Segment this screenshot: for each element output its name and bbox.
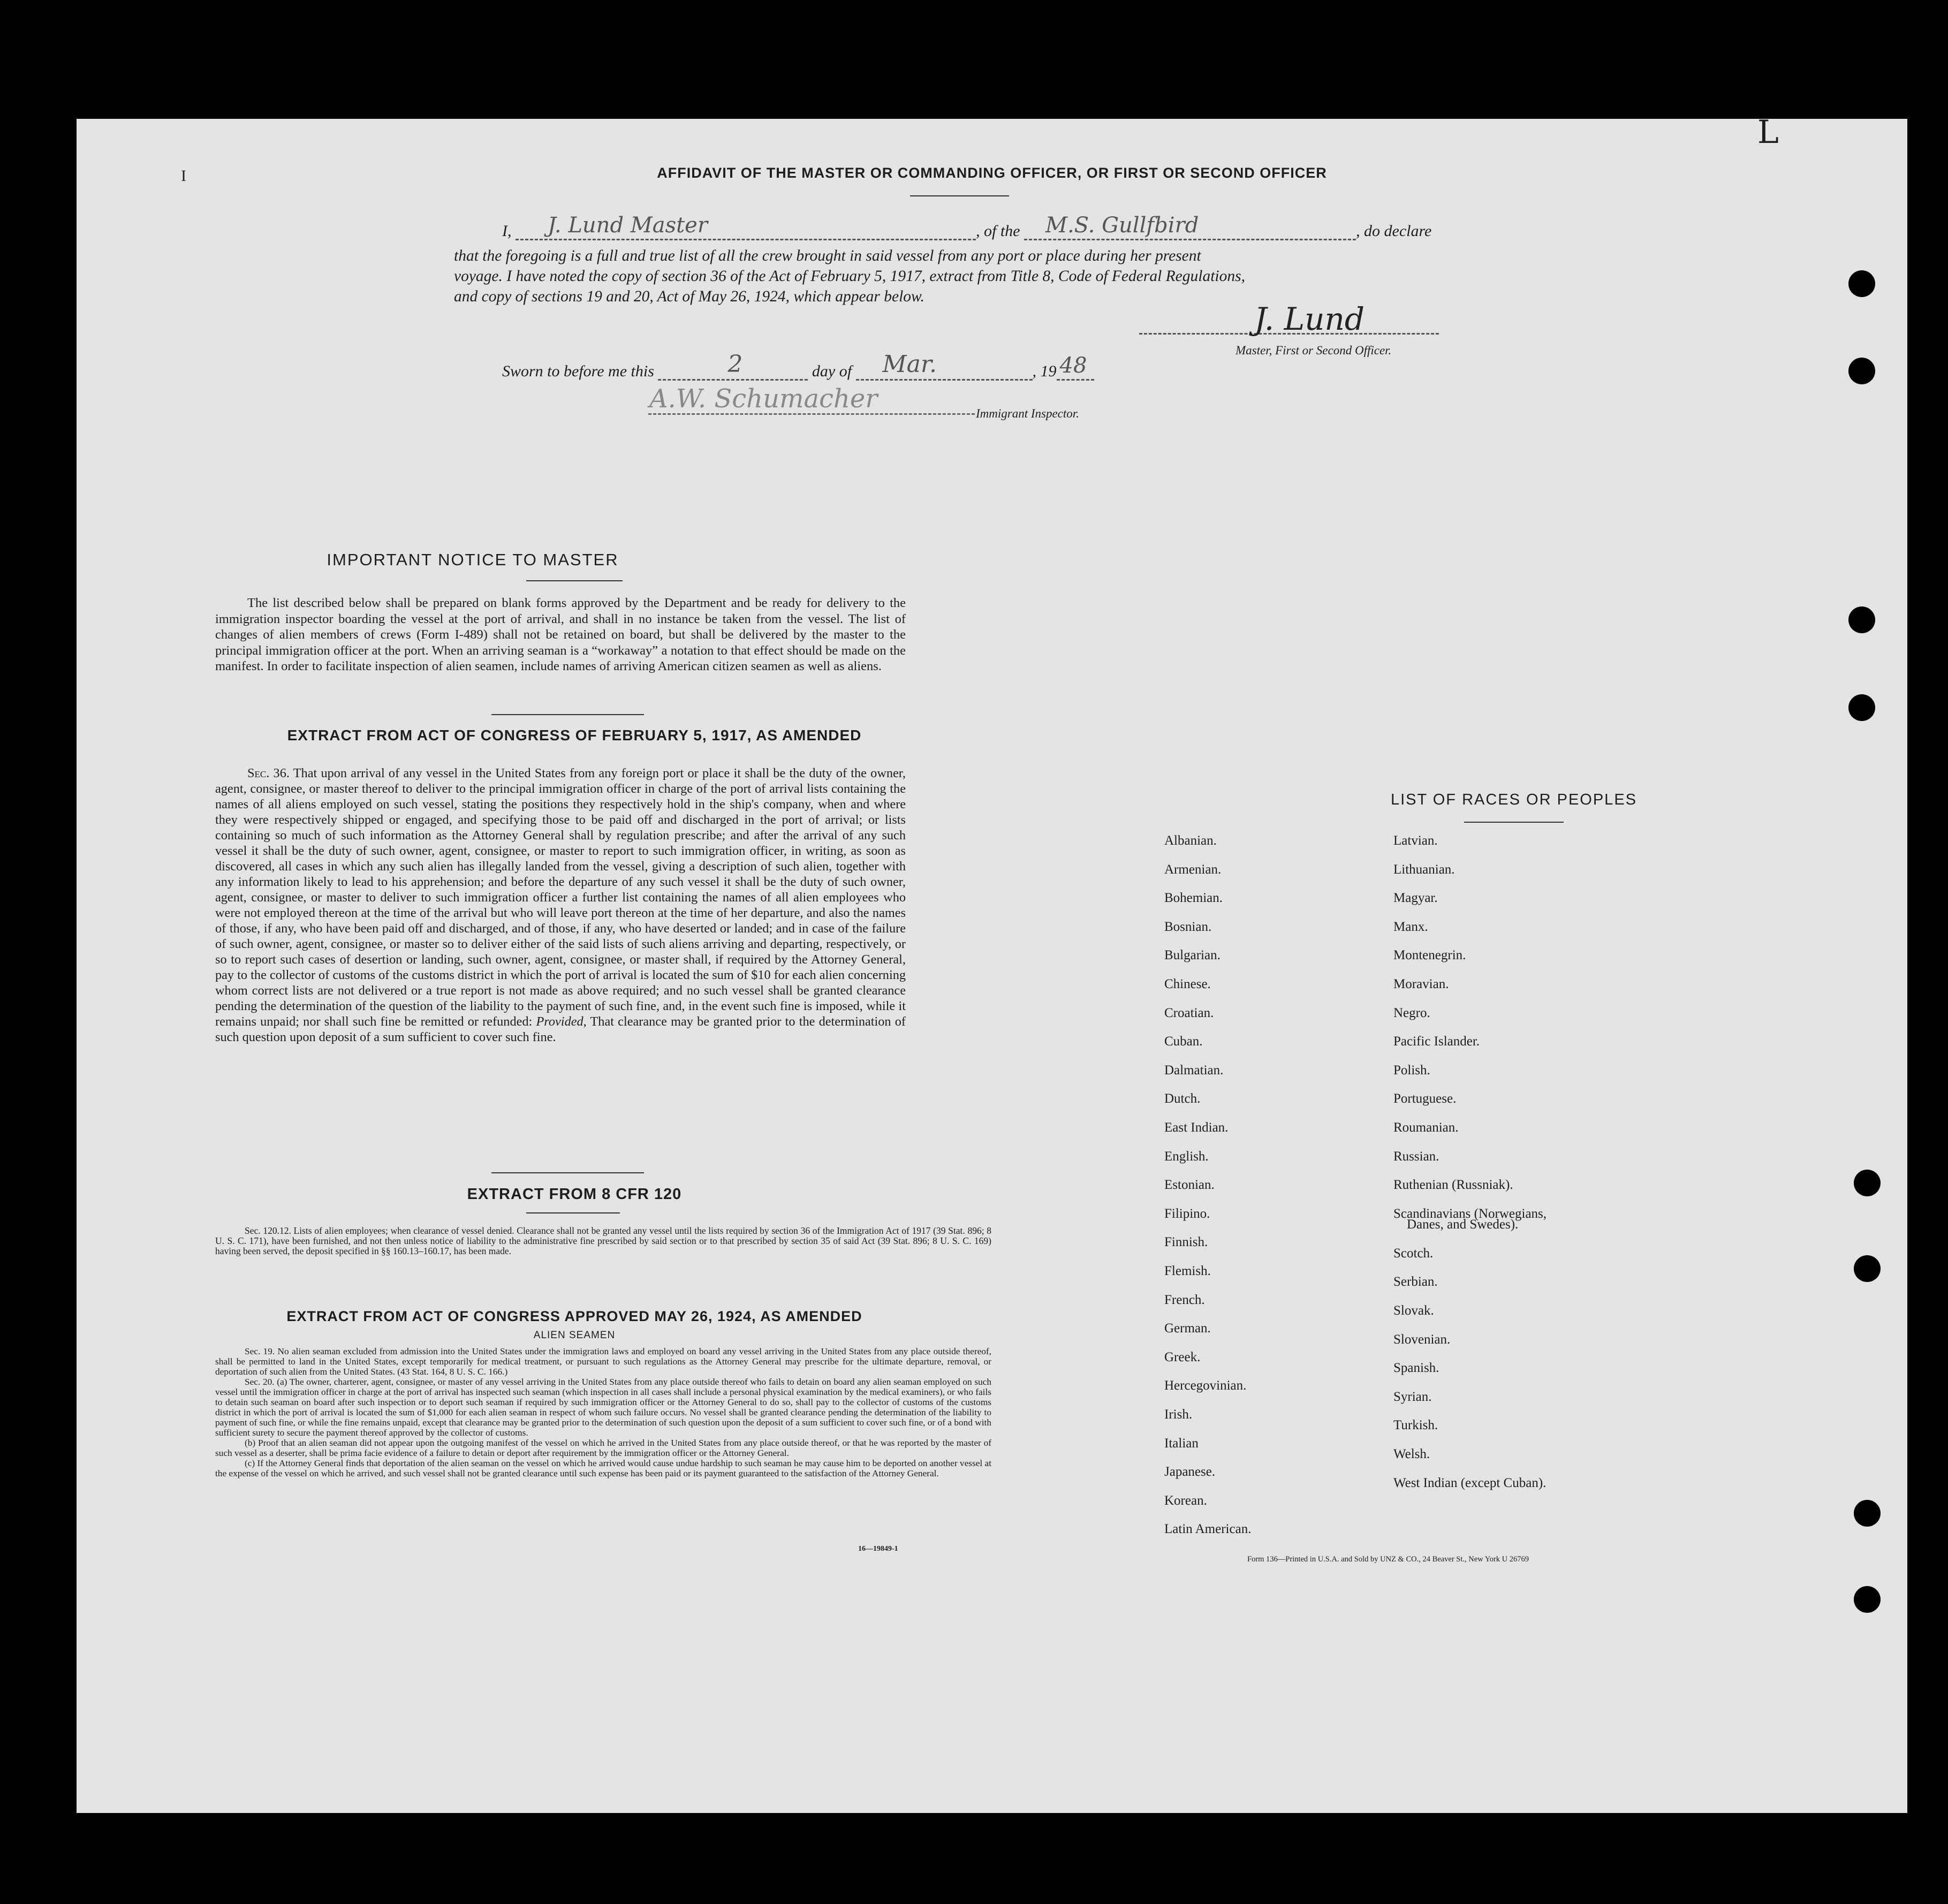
- corner-scrawl: L: [1757, 113, 1779, 151]
- sworn-text: Sworn to before me this: [502, 362, 654, 380]
- race-item: Latvian.: [1393, 833, 1438, 848]
- sec-36-label: Sec. 36.: [247, 766, 290, 780]
- sec-20a-text: Sec. 20. (a) The owner, charterer, agent, consignee, or master of any vessel arriving in the United States from any place outside thereof who fails to detain on board any alien seaman employed on such vessel until the immigration officer in charge at the port of arrival has inspected such seaman (which inspection in all cases shall include a personal physical examination by the medical examiners), or who fails to detain such seaman on board after such inspection or to deport such seaman if required by such immigration officer or the Attorney General to do so, shall pay to the collector of customs of the customs district in which the port of arrival is located the sum of $1,000 for each alien seaman in respect of whom such failure occurs. No vessel shall be granted clearance pending the determination of the liability to payment of such fine, or while the fine remains unpaid, except that clearance may be granted prior to the determination of such question upon the deposit of a sum sufficient to cover such fine, or of a bond with sufficient surety to secure the payment thereof approved by the collector of customs.: [215, 1377, 991, 1438]
- notice-end-divider: [491, 714, 644, 715]
- vessel-name-field: [1024, 213, 1356, 240]
- affidavit-line2: that the foregoing is a full and true list of all the crew brought in said vessel from any port or place during her present: [454, 247, 1201, 264]
- punch-hole: [1848, 270, 1875, 297]
- punch-hole: [1848, 694, 1875, 721]
- race-item: Manx.: [1393, 919, 1428, 934]
- race-item: Finnish.: [1164, 1235, 1208, 1250]
- extract-1924-subheading: ALIEN SEAMEN: [533, 1330, 616, 1341]
- extract-1917-body: [215, 765, 906, 1045]
- race-item: Bulgarian.: [1164, 948, 1221, 963]
- sworn-month-field: [856, 351, 1033, 381]
- race-item: Moravian.: [1393, 977, 1449, 991]
- race-item: Slovenian.: [1393, 1332, 1451, 1347]
- sec-36-end: That clearance may be granted prior to the determination of such question upon deposit of a sum sufficient to cover such fine.: [215, 1014, 906, 1044]
- races-heading: LIST OF RACES OR PEOPLES: [1390, 791, 1638, 808]
- master-name-handwriting: J. Lund Master: [548, 213, 708, 238]
- race-item: Scandinavians (Norwegians,: [1393, 1206, 1547, 1221]
- heading-divider: [910, 195, 1009, 196]
- officer-signature: J. Lund: [1254, 301, 1365, 337]
- race-item: Dutch.: [1164, 1091, 1201, 1106]
- affidavit-line4: and copy of sections 19 and 20, Act of May 26, 1924, which appear below.: [454, 288, 924, 305]
- punch-hole: [1854, 1255, 1881, 1282]
- year-handwriting: 48: [1059, 353, 1087, 378]
- punch-hole: [1854, 1170, 1881, 1196]
- race-item: French.: [1164, 1292, 1205, 1307]
- form-page: [77, 113, 1907, 1813]
- cfr-divider: [526, 1212, 620, 1213]
- race-item: German.: [1164, 1321, 1211, 1336]
- race-item: Bohemian.: [1164, 891, 1223, 906]
- form-footer: Form 136—Printed in U.S.A. and Sold by UNZ & CO., 24 Beaver St., New York U 26769: [1247, 1555, 1529, 1564]
- race-item: Polish.: [1393, 1063, 1430, 1078]
- notice-body: The list described below shall be prepared on blank forms approved by the Department and be ready for delivery to the immigration inspector boarding the vessel at the port of arrival, and shall in no instance be taken from the vessel. The list of changes of alien members of crews (Form I-489) shall not be retained on board, but shall be delivered by the master to the principal immigration officer at the port. When an arriving seaman is a “workaway” a notation to that effect should be made on the manifest. In order to facilitate inspection of alien seamen, include names of arriving American citizen seamen as well as aliens.: [215, 596, 906, 673]
- sec-36-text: That upon arrival of any vessel in the United States from any foreign port or place it shall be the duty of the owner, agent, consignee, or master thereof to deliver to the principal immigration officer in charge of the port of arrival lists containing the names of all aliens employed on such vessel, stating the positions they respectively hold in the ship's company, when and where they were respectively shipped or engaged, and specifying those to be paid off and discharged in the port of arrival; or lists containing so much of such information as the Attorney General shall by regulation prescribe; and after the arrival of any such vessel it shall be the duty of such owner, agent, consignee, or master to report to such immigration officer, in writing, as soon as discovered, all cases in which any such alien has illegally landed from the vessel, giving a description of such alien, together with any information likely to lead to his apprehension; and before the departure of any such vessel it shall be the duty of such owner, agent, consignee, or master to deliver to such immigration officer a further list containing the names of all alien employees who were not employed thereon at the time of the arrival but who will leave port thereon at the time of her departure, and also the names of those, if any, who have been paid off and discharged, and of those, if any, who have deserted or landed; and in case of the failure of such owner, agent, consignee, or master so to deliver either of the said lists of such aliens arriving and departing, respectively, or so to report such cases of desertion or landing, such owner, agent, consignee, or master shall, if required by the Attorney General, pay to the collector of customs of the customs district in which the port of arrival is located the sum of $10 for each alien concerning whom correct lists are not delivered or a true report is not made as above required; and no such vessel shall be granted clearance pending the determination of the question of the liability to the payment of such fine, and, in the event such fine is imposed, while it remains unpaid; nor shall such fine be remitted or refunded:: [215, 766, 906, 1029]
- inspector-signature: A.W. Schumacher: [649, 384, 878, 414]
- affidavit-heading: AFFIDAVIT OF THE MASTER OR COMMANDING OFFICER, OR FIRST OR SECOND OFFICER: [657, 165, 1327, 181]
- race-item: Ruthenian (Russniak).: [1393, 1178, 1513, 1193]
- race-item: Turkish.: [1393, 1418, 1438, 1433]
- race-item: Armenian.: [1164, 862, 1222, 877]
- officer-caption: Master, First or Second Officer.: [1235, 344, 1392, 357]
- year-prefix: , 19: [1032, 362, 1057, 380]
- notice-divider: [526, 580, 623, 581]
- sworn-line: [502, 351, 1094, 381]
- affidavit-line1: [502, 213, 1432, 240]
- sworn-month-handwriting: Mar.: [882, 351, 937, 378]
- race-item: Estonian.: [1164, 1178, 1215, 1193]
- race-item: Pacific Islander.: [1393, 1034, 1480, 1049]
- race-item: Roumanian.: [1393, 1120, 1459, 1135]
- sec-19-text: Sec. 19. No alien seaman excluded from admission into the United States under the immigration laws and employed on board any vessel arriving in the United States from any place outside thereof, shall be permitted to land in the United States, except temporarily for medical treatment, or pursuant to such regulations as the Attorney General may prescribe for the ultimate departure, removal, or deportation of such alien from the United States. (43 Stat. 164, 8 U. S. C. 166.): [215, 1346, 991, 1377]
- race-item: East Indian.: [1164, 1120, 1229, 1135]
- punch-hole: [1854, 1586, 1881, 1613]
- race-item: West Indian (except Cuban).: [1393, 1475, 1547, 1490]
- inspector-caption: Immigrant Inspector.: [976, 407, 1079, 420]
- race-item: Montenegrin.: [1393, 948, 1466, 963]
- race-item: Lithuanian.: [1393, 862, 1455, 877]
- day-of-text: day of: [812, 362, 852, 380]
- do-declare-text: , do declare: [1356, 222, 1432, 240]
- of-the-text: , of the: [976, 222, 1020, 240]
- race-item: Spanish.: [1393, 1361, 1439, 1376]
- race-item: Filipino.: [1164, 1206, 1210, 1221]
- race-item: Greek.: [1164, 1349, 1201, 1364]
- race-item: Chinese.: [1164, 977, 1211, 991]
- race-item: Korean.: [1164, 1493, 1207, 1508]
- punch-hole: [1854, 1500, 1881, 1527]
- intro-i: I,: [502, 222, 512, 240]
- extract-1917-end-divider: [491, 1172, 644, 1173]
- race-item: Flemish.: [1164, 1264, 1211, 1278]
- sec-20c-text: (c) If the Attorney General finds that deportation of the alien seaman on the vessel on which he arrived would cause undue hardship to such seaman he may cause him to be deported on another vessel at the expense of the vessel on which he arrived, and such vessel shall not be granted clearance until such expense has been paid or its payment guaranteed to the satisfaction of the Attorney General.: [215, 1458, 991, 1478]
- race-item: Slovak.: [1393, 1303, 1434, 1318]
- sec-20b-text: (b) Proof that an alien seaman did not appear upon the outgoing manifest of the vessel on which he arrived in the United States from any place outside thereof, or that he was reported by the master of such vessel as a deserter, shall be prima facie evidence of a failure to detain or deport after requirement by the immigration officer or the Attorney General.: [215, 1438, 991, 1458]
- form-code: 16—19849-1: [858, 1545, 898, 1553]
- race-item: Welsh.: [1393, 1446, 1430, 1461]
- corner-mark: I: [181, 167, 186, 185]
- race-item: Italian: [1164, 1436, 1199, 1451]
- race-item: Magyar.: [1393, 891, 1438, 906]
- race-item: Scotch.: [1393, 1246, 1434, 1261]
- provided-text: Provided,: [536, 1014, 587, 1029]
- punch-hole: [1848, 606, 1875, 633]
- sworn-day-field: [658, 351, 808, 381]
- race-item: Japanese.: [1164, 1465, 1216, 1480]
- punch-hole: [1848, 358, 1875, 384]
- extract-1924-body: [215, 1346, 991, 1478]
- notice-heading: IMPORTANT NOTICE TO MASTER: [327, 550, 619, 569]
- race-item: Syrian.: [1393, 1389, 1432, 1404]
- race-item: Bosnian.: [1164, 919, 1212, 934]
- vessel-name-handwriting: M.S. Gullfbird: [1045, 213, 1199, 238]
- race-item: Portuguese.: [1393, 1091, 1457, 1106]
- race-item: Croatian.: [1164, 1005, 1214, 1020]
- race-item: Dalmatian.: [1164, 1063, 1224, 1078]
- cfr-body: Sec. 120.12. Lists of alien employees; when clearance of vessel denied. Clearance shall not be granted any vessel until the lists required by section 36 of the Immigration Act of 1917 (39 Stat. 896; 8 U. S. C. 171), have been furnished, and not then unless notice of liability to the administrative fine prescribed by said section or to that prescribed by section 35 of said Act (39 Stat. 896; 8 U. S. C. 169) having been served, the deposit specified in §§ 160.13–160.17, has been made.: [215, 1225, 991, 1257]
- race-item: Cuban.: [1164, 1034, 1203, 1049]
- race-item: Serbian.: [1393, 1275, 1438, 1289]
- affidavit-line3: voyage. I have noted the copy of section 36 of the Act of February 5, 1917, extract from Title 8, Code of Federal Regulations,: [454, 268, 1245, 285]
- race-item: Latin American.: [1164, 1522, 1252, 1537]
- race-item: Albanian.: [1164, 833, 1217, 848]
- master-name-field: [516, 213, 976, 240]
- sworn-day-handwriting: 2: [727, 351, 743, 378]
- extract-1917-heading: EXTRACT FROM ACT OF CONGRESS OF FEBRUARY 5, 1917, AS AMENDED: [287, 727, 862, 744]
- race-item: Danes, and Swedes).: [1407, 1217, 1519, 1232]
- race-item: Russian.: [1393, 1149, 1439, 1164]
- extract-1924-heading: EXTRACT FROM ACT OF CONGRESS APPROVED MAY 26, 1924, AS AMENDED: [286, 1308, 862, 1324]
- race-item: English.: [1164, 1149, 1209, 1164]
- race-item: Hercegovinian.: [1164, 1378, 1247, 1393]
- race-item: Irish.: [1164, 1407, 1193, 1422]
- race-item: Negro.: [1393, 1005, 1430, 1020]
- cfr-heading: EXTRACT FROM 8 CFR 120: [467, 1186, 682, 1203]
- races-divider: [1464, 822, 1564, 823]
- year-field: [1057, 353, 1094, 381]
